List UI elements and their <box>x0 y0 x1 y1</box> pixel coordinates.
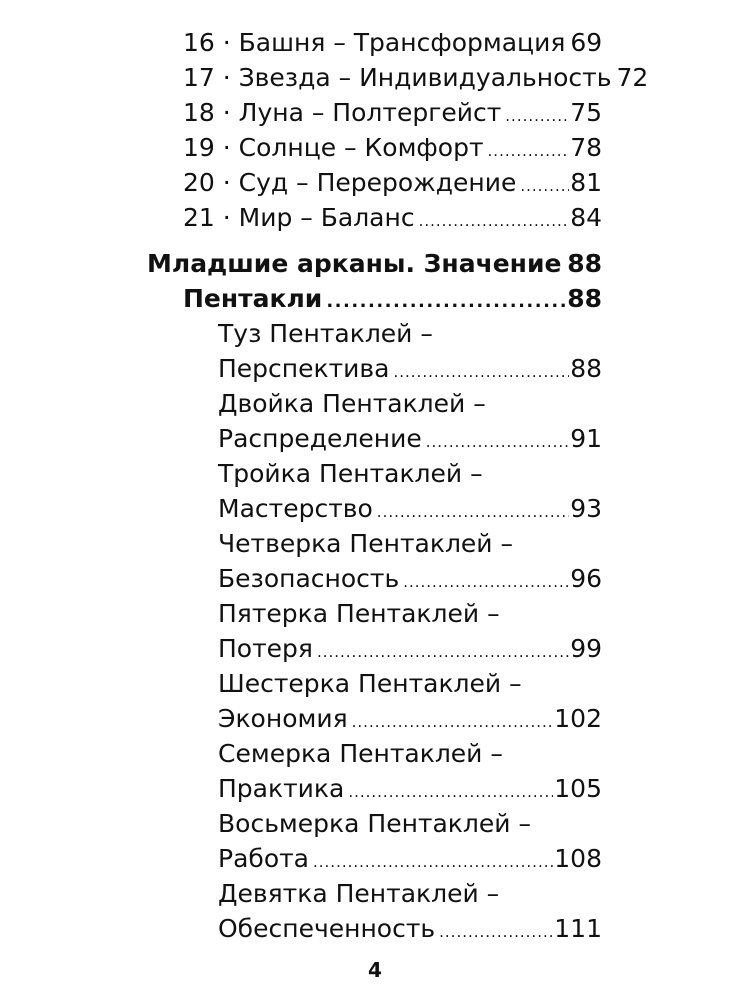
toc-entry-19 <box>183 131 602 165</box>
leader-dots <box>520 169 569 203</box>
toc-heading-label: Младшие арканы. Значение <box>147 249 562 278</box>
toc-entry-18 <box>183 96 602 130</box>
toc-entry-eight-title: Восьмерка Пентаклей – <box>218 809 531 838</box>
toc-entry-five <box>218 632 602 666</box>
leader-dots <box>426 425 569 459</box>
toc-page-number: 88 <box>570 354 602 383</box>
toc-entry-label: Обеспеченность <box>218 914 436 943</box>
toc-entry-seven <box>218 772 602 806</box>
toc-entry-six-title: Шестерка Пентаклей – <box>218 669 522 698</box>
toc-entry-two <box>218 422 602 456</box>
toc-entry-four-title: Четверка Пентаклей – <box>218 529 513 558</box>
toc-page-number: 75 <box>570 98 602 127</box>
toc-page-number: 105 <box>554 774 602 803</box>
toc-page-number: 88 <box>567 249 602 278</box>
toc-entry-16 <box>183 26 602 60</box>
toc-entry-two-title: Двойка Пентаклей – <box>218 389 486 418</box>
toc-entry-ace-title: Туз Пентаклей – <box>218 319 433 348</box>
toc-page-number: 108 <box>554 844 602 873</box>
toc-entry-21 <box>183 201 602 235</box>
leader-dots <box>326 285 566 319</box>
toc-page-number: 111 <box>554 914 602 943</box>
toc-entry-label: Безопасность <box>218 564 400 593</box>
leader-dots <box>313 845 553 879</box>
toc-heading-pentacles <box>183 282 602 316</box>
toc-entry-label: 20 · Суд – Перерождение <box>183 168 517 197</box>
toc-heading-label: Пентакли <box>183 284 323 313</box>
toc-entry-17 <box>183 61 649 95</box>
toc-entry-nine <box>218 912 602 946</box>
leader-dots <box>393 355 569 389</box>
leader-dots <box>505 99 569 133</box>
leader-dots <box>352 705 554 739</box>
toc-entry-label: Мастерство <box>218 494 373 523</box>
toc-entry-five-title: Пятерка Пентаклей – <box>218 599 500 628</box>
toc-page-number: 96 <box>570 564 602 593</box>
toc-entry-label: 18 · Луна – Полтергейст <box>183 98 502 127</box>
leader-dots <box>377 495 569 529</box>
toc-entry-label: 19 · Солнце – Комфорт <box>183 133 484 162</box>
toc-entry-label: 21 · Мир – Баланс <box>183 203 415 232</box>
toc-entry-20 <box>183 166 602 200</box>
toc-entry-three <box>218 492 602 526</box>
toc-entry-ace <box>218 352 602 386</box>
toc-entry-label: Потеря <box>218 634 313 663</box>
toc-heading-minor-arcana <box>147 247 602 281</box>
leader-dots <box>348 775 553 809</box>
toc-entry-label: Работа <box>218 844 309 873</box>
toc-entry-three-title: Тройка Пентаклей – <box>218 459 483 488</box>
toc-page-number: 91 <box>570 424 602 453</box>
toc-entry-label: Практика <box>218 774 345 803</box>
toc-page-number: 81 <box>570 168 602 197</box>
leader-dots <box>488 134 570 168</box>
toc-page-number: 84 <box>570 203 602 232</box>
toc-page-number: 99 <box>570 634 602 663</box>
toc-page-number: 72 <box>616 63 649 92</box>
toc-entry-label: Распределение <box>218 424 422 453</box>
toc-page-number: 102 <box>554 704 602 733</box>
toc-entry-eight <box>218 842 602 876</box>
toc-entry-label: Перспектива <box>218 354 390 383</box>
toc-entry-label: 16 · Башня – Трансформация <box>183 28 566 57</box>
page-number: 4 <box>368 958 382 982</box>
toc-entry-seven-title: Семерка Пентаклей – <box>218 739 503 768</box>
leader-dots <box>403 565 569 599</box>
leader-dots <box>419 204 570 238</box>
leader-dots <box>439 915 553 949</box>
toc-page-number: 93 <box>570 494 602 523</box>
toc-page-number: 88 <box>567 284 602 313</box>
toc-entry-nine-title: Девятка Пентаклей – <box>218 879 500 908</box>
toc-entry-four <box>218 562 602 596</box>
toc-entry-six <box>218 702 602 736</box>
leader-dots <box>565 250 566 284</box>
toc-entry-label: Экономия <box>218 704 348 733</box>
toc-entry-label: 17 · Звезда – Индивидуальность <box>183 63 612 92</box>
toc-page-number: 69 <box>570 28 603 57</box>
toc-page-number: 78 <box>570 133 602 162</box>
leader-dots <box>317 635 569 669</box>
